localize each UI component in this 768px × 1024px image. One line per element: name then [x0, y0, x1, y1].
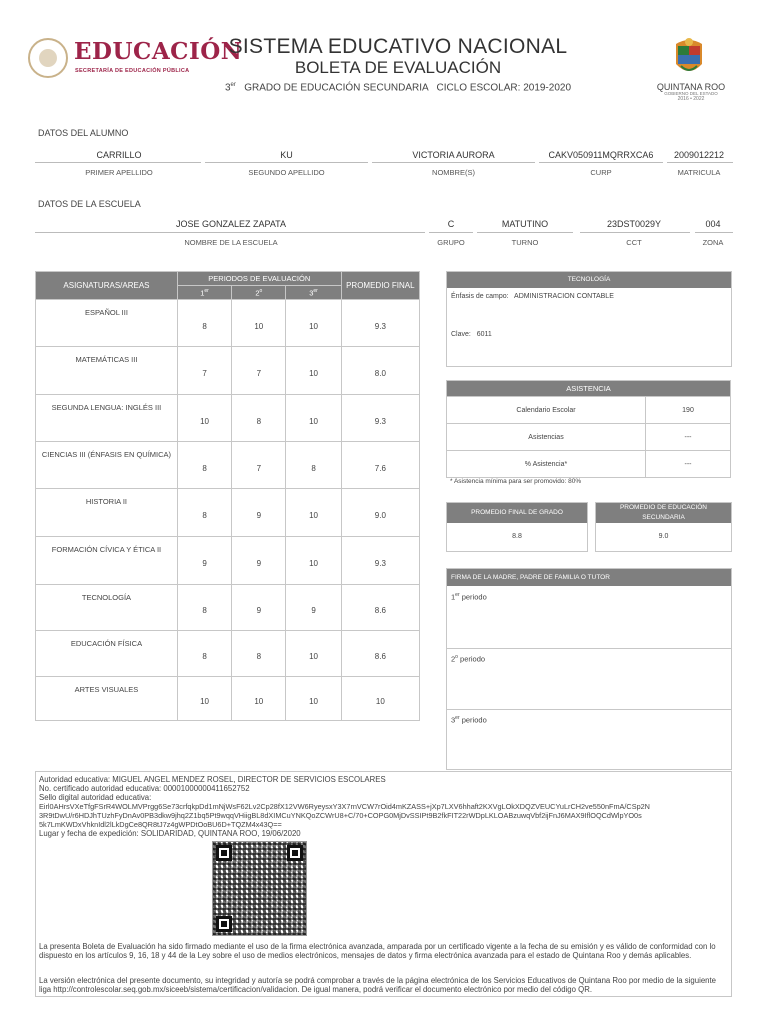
grade-average-box	[446, 502, 588, 552]
grade-row	[36, 347, 420, 395]
state-term-years: 2016 • 2022	[677, 96, 705, 102]
divider	[695, 232, 733, 233]
subject-name: FORMACIÓN CÍVICA Y ÉTICA II	[36, 537, 178, 585]
technology-focus-value: ADMINISTRACION CONTABLE	[514, 293, 614, 300]
grade-number: 3	[224, 82, 231, 94]
qr-code-icon	[212, 841, 307, 936]
sep-logo-text: EDUCACIÓN	[74, 38, 243, 65]
attendance-row	[447, 424, 731, 451]
period-1-grade: 8	[177, 300, 231, 347]
grade-row	[36, 489, 420, 537]
signature-header: FIRMA DE LA MADRE, PADRE DE FAMILIA O TUTOR	[447, 569, 731, 586]
period-3-grade: 10	[286, 395, 341, 442]
period-3-header: 3er	[286, 286, 341, 300]
period-1-grade: 10	[177, 395, 231, 442]
grade-row	[36, 537, 420, 585]
period-2-grade: 9	[232, 585, 286, 631]
divider	[477, 232, 573, 233]
period-1-grade: 8	[177, 489, 231, 537]
period-3-grade: 8	[286, 442, 341, 489]
period-2-grade: 10	[232, 300, 286, 347]
divider	[35, 232, 425, 233]
final-average: 10	[341, 677, 419, 721]
cct-caption: CCT	[626, 238, 642, 247]
attendance-row	[447, 451, 731, 478]
second-surname-caption: SEGUNDO APELLIDO	[248, 168, 325, 177]
signature-period-2	[447, 648, 731, 710]
subject-name: HISTORIA II	[36, 489, 178, 537]
final-average: 9.3	[341, 537, 419, 585]
final-average: 8.6	[341, 585, 419, 631]
subject-name: CIENCIAS III (ÉNFASIS EN QUÍMICA)	[36, 442, 178, 489]
state-government: GOBIERNO DEL ESTADO	[664, 91, 718, 96]
period-3-grade: 10	[286, 489, 341, 537]
secondary-average-box	[595, 502, 732, 552]
attendance-table	[446, 380, 731, 478]
digital-seal-line-1: Eirl0AHrsVXeTfgFSrR4WOLMVPrgg6Se73crfqkpDd1mNjWsF62Lv2Cp28fX12VW6RyeysxY3X7rnVCW7rOid4mKZASS+jXp7LXV6hhaft2KXVgLOkXDQZVEUCYuLrCH2ve550nFmA/CSp2N	[39, 802, 650, 811]
student-section-label: DATOS DEL ALUMNO	[38, 128, 129, 138]
grade-suffix: er	[230, 82, 236, 88]
period-1-grade: 8	[177, 631, 231, 677]
cct-value: 23DST0029Y	[606, 219, 662, 229]
divider	[429, 232, 473, 233]
period-2-grade: 7	[232, 442, 286, 489]
period-2-grade: 10	[232, 677, 286, 721]
second-surname: KU	[280, 150, 293, 160]
enrollment-number: 2009012212	[673, 150, 725, 160]
sep-logo-subtitle: SECRETARÍA DE EDUCACIÓN PÚBLICA	[75, 68, 190, 74]
subject-name: SEGUNDA LENGUA: INGLÉS III	[36, 395, 178, 442]
legal-notice-verification: La versión electrónica del presente documento, su integridad y autoría se podrá comprobar a través de la página electrónica de los Servicios Educativos de Quintana Roo por medio de la siguiente liga http://controlescolar.seq.gob.mx/siceeb/sistema/certificacion/validacion. De igual manera, podrá verificar el documento electrónico por medio del código QR.	[39, 976, 716, 994]
period-2-grade: 9	[232, 489, 286, 537]
attendance-label: Calendario Escolar	[447, 397, 646, 424]
signature-period-2-label: 2$^o$ periodo	[451, 654, 486, 664]
grade-average-value: 8.8	[512, 533, 522, 540]
attendance-header: ASISTENCIA	[447, 381, 731, 397]
period-1-grade: 10	[177, 677, 231, 721]
signature-period-3-label: 3er periodo	[451, 715, 487, 725]
authority-certificate: No. certificado autoridad educativa: 00001000000411652752	[39, 784, 250, 793]
divider	[205, 162, 368, 163]
subject-name: EDUCACIÓN FÍSICA	[36, 631, 178, 677]
attendance-label: % Asistencia*	[447, 451, 646, 478]
period-3-grade: 10	[286, 537, 341, 585]
given-names: VICTORIA AURORA	[412, 150, 495, 160]
period-1-header: 1er	[177, 286, 231, 300]
subject-column-header: ASIGNATURAS/AREAS	[36, 272, 178, 300]
grade-average-header: PROMEDIO FINAL DE GRADO	[447, 503, 587, 523]
attendance-label: Asistencias	[447, 424, 646, 451]
curp-caption: CURP	[590, 168, 612, 177]
footer-authority-block	[39, 775, 729, 838]
period-1-grade: 9	[177, 537, 231, 585]
school-cycle: CICLO ESCOLAR: 2019-2020	[436, 82, 572, 94]
technology-header: TECNOLOGÍA	[447, 272, 731, 288]
grades-table	[35, 271, 420, 721]
subject-name: TECNOLOGÍA	[36, 585, 178, 631]
state-name: QUINTANA ROO	[656, 82, 726, 92]
signature-period-1-label: 1er periodo	[451, 592, 487, 602]
final-average-column-header: PROMEDIO FINAL	[341, 272, 419, 300]
zone-value: 004	[705, 219, 721, 229]
zone-caption: ZONA	[702, 238, 724, 247]
period-3-grade: 10	[286, 347, 341, 395]
curp-value: CAKV050911MQRRXCA6	[548, 150, 654, 160]
period-3-grade: 10	[286, 677, 341, 721]
attendance-value: ---	[646, 424, 731, 451]
legal-notice-signature: La presenta Boleta de Evaluación ha sido firmado mediante el uso de la firma electrónica avanzada, amparada por un certificado vigente a la fecha de su emisión y es válido de conformidad con lo dispuesto en los artículos 9, 16, 18 y 44 de la Ley sobre el uso de medios electrónicos, mensajes de datos y firma electrónica avanzada para el estado de Quintana Roo y demás aplicables.	[39, 942, 716, 960]
sep-seal-icon	[28, 38, 68, 78]
secondary-average-value: 9.0	[658, 533, 669, 540]
shift-value: MATUTINO	[501, 219, 549, 229]
technology-key	[451, 331, 492, 338]
grade-text: GRADO DE EDUCACIÓN SECUNDARIA	[244, 82, 429, 94]
quintana-roo-emblem-icon	[672, 36, 706, 78]
issue-place-date: Lugar y fecha de expedición: SOLIDARIDAD, QUINTANA ROO, 19/06/2020	[39, 829, 301, 838]
period-3-grade: 10	[286, 631, 341, 677]
technology-key-label: Clave:	[451, 331, 471, 338]
school-section-label: DATOS DE LA ESCUELA	[38, 199, 141, 209]
divider	[580, 232, 690, 233]
period-2-grade: 9	[232, 537, 286, 585]
attendance-note: * Asistencia mínima para ser promovido: 80%	[450, 478, 582, 485]
grade-row	[36, 442, 420, 489]
digital-seal-label: Sello digital autoridad educativa:	[39, 793, 152, 802]
technology-focus-label: Énfasis de campo:	[451, 293, 509, 300]
qr-finder-pattern	[216, 916, 232, 932]
guardian-signature-box	[446, 568, 732, 770]
grade-row	[36, 300, 420, 347]
period-1-grade: 8	[177, 585, 231, 631]
first-surname: CARRILLO	[96, 150, 142, 160]
shift-caption: TURNO	[511, 238, 539, 247]
given-names-caption: NOMBRE(S)	[432, 168, 475, 177]
attendance-value: ---	[646, 451, 731, 478]
period-2-grade: 8	[232, 395, 286, 442]
signature-period-3	[447, 709, 731, 769]
subject-name: MATEMÁTICAS III	[36, 347, 178, 395]
divider	[667, 162, 733, 163]
period-3-grade: 9	[286, 585, 341, 631]
divider	[35, 162, 201, 163]
divider	[372, 162, 535, 163]
period-2-grade: 7	[232, 347, 286, 395]
signature-period-1	[447, 586, 731, 649]
grade-row	[36, 677, 420, 721]
final-average: 8.6	[341, 631, 419, 677]
final-average: 8.0	[341, 347, 419, 395]
subject-name: ESPAÑOL III	[36, 300, 178, 347]
grade-row	[36, 631, 420, 677]
digital-seal-line-3: 5k7LmKWDxVhknIdl2lLkDgCe8QR8tJ7z4gWPDtOoBU6D+TQZM4x43Q==	[39, 820, 282, 829]
final-average: 9.3	[341, 300, 419, 347]
final-average: 9.0	[341, 489, 419, 537]
school-name: JOSE GONZALEZ ZAPATA	[175, 219, 287, 229]
secondary-average-header: PROMEDIO DE EDUCACIÓN SECUNDARIA	[596, 503, 731, 523]
grade-row	[36, 585, 420, 631]
final-average: 9.3	[341, 395, 419, 442]
period-2-header: 2$^o$	[232, 286, 286, 300]
document-title: SISTEMA EDUCATIVO NACIONAL	[228, 35, 568, 58]
period-1-grade: 7	[177, 347, 231, 395]
digital-seal-line-2: 3R9tDwU/r6HDJhTUzhFyDnAv0PB3dkw9jhq2Z1bq5Pt9wqqVHiigBL8dXIMCuYNKQoZCWrU8+C/70+COPG0MjDvSSIPt9B2fkFIT22rWDpLKLOABzuwqVbf2ijFnJ6MAX9IflOQCdWlpYO0s	[39, 811, 642, 820]
grade-row	[36, 395, 420, 442]
period-1-grade: 8	[177, 442, 231, 489]
qr-finder-pattern	[287, 845, 303, 861]
group-caption: GRUPO	[437, 238, 465, 247]
period-3-grade: 10	[286, 300, 341, 347]
group-value: C	[447, 219, 455, 229]
education-authority: Autoridad educativa: MIGUEL ANGEL MENDEZ ROSEL, DIRECTOR DE SERVICIOS ESCOLARES	[39, 775, 386, 784]
grade-cycle-line	[200, 82, 596, 93]
first-surname-caption: PRIMER APELLIDO	[85, 168, 153, 177]
technology-box	[446, 271, 732, 367]
attendance-value: 190	[646, 397, 731, 424]
document-subtitle: BOLETA DE EVALUACIÓN	[294, 58, 502, 77]
periods-column-header: PERIODOS DE EVALUACIÓN	[177, 272, 341, 286]
school-name-caption: NOMBRE DE LA ESCUELA	[184, 238, 278, 247]
qr-finder-pattern	[216, 845, 232, 861]
subject-name: ARTES VISUALES	[36, 677, 178, 721]
attendance-row	[447, 397, 731, 424]
enrollment-caption: MATRICULA	[677, 168, 721, 177]
final-average: 7.6	[341, 442, 419, 489]
technology-focus	[451, 293, 614, 300]
technology-key-value: 6011	[476, 331, 492, 338]
divider	[539, 162, 663, 163]
period-2-grade: 8	[232, 631, 286, 677]
